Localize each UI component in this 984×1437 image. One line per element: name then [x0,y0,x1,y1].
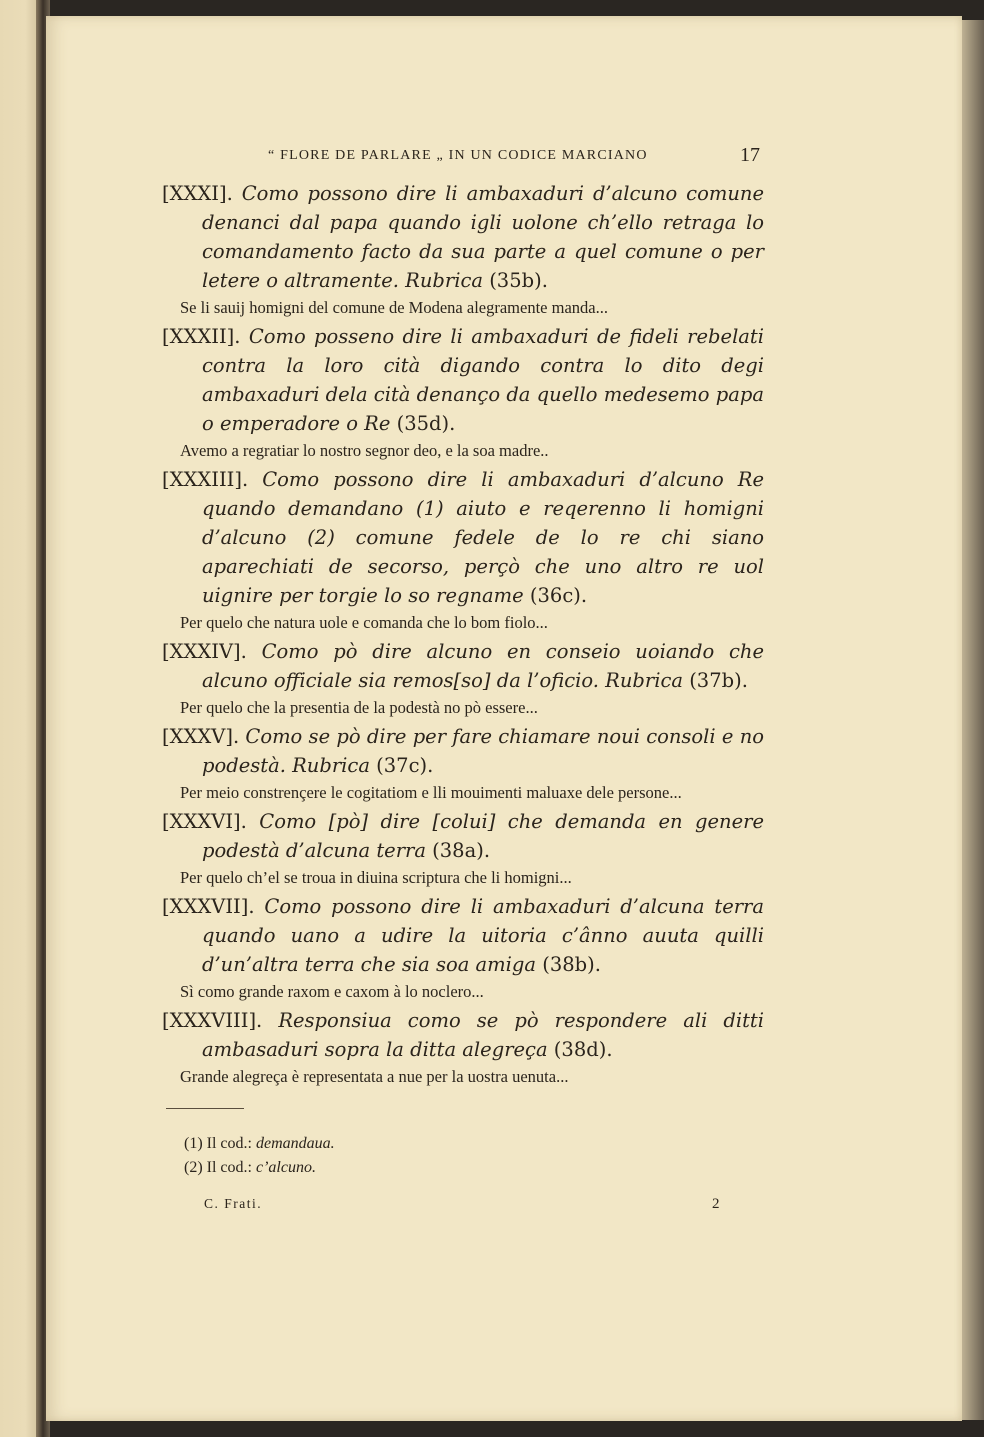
rubric-number: [XXXIV]. [162,640,262,663]
rubric-entry [162,179,764,295]
rubric-number: [XXXVI]. [162,810,260,833]
footnote-note: c’alcuno. [255,1159,316,1176]
rubric-entry [162,1006,764,1064]
incipit-line: Grande alegreça è representata a nue per la uostra uenuta... [180,1067,569,1086]
footnote-label: (1) Il cod.: [184,1135,256,1152]
right-page-edge [962,20,984,1420]
rubric-number: [XXXI]. [162,182,242,205]
rubric-text: Como [pò] dire [colui] che demanda en genere podestà d’alcuna terra [202,810,764,862]
rubric-entry [162,637,764,695]
rubric-number: [XXXIII]. [162,468,263,491]
rubric-ref: (37c). [369,754,434,777]
rubric-number: [XXXII]. [162,325,249,348]
signature-number: 2 [712,1196,720,1212]
main-text [162,179,764,1091]
rubric-ref: (38d). [547,1038,613,1061]
incipit-line: Per quelo ch’el se troua in diuina scriptura che li homigni... [180,868,572,887]
rubric-ref: (35d). [390,412,456,435]
incipit-line: Avemo a regratiar lo nostro segnor deo, e la soa madre.. [180,441,549,460]
incipit-line: Se li sauij homigni del comune de Modena alegramente manda... [180,298,608,317]
rubric-text: Como possono dire li ambaxaduri d’alcuno Re quando demandano (1) aiuto e reqerenno li homigni d’alcuno (2) comune fedele de lo re chi siano aparechiati de secorso, perçò che uno altro re uol uignire per torgie lo so regname [202,468,764,607]
rubric-ref: (37b). [683,669,748,692]
rubric-entry [162,892,764,979]
rubric-text: Como posseno dire li ambaxaduri de fideli rebelati contra la loro cità digando contra lo dito degi ambaxaduri dela cità denanço da quello medesemo papa o emperadore o Re [202,325,764,435]
incipit-line: Per meio constrençere le cogitatiom e lli mouimenti maluaxe dele persone... [180,783,682,802]
rubric-entry [162,322,764,438]
footnote-note: demandaua. [255,1135,335,1152]
incipit-line: Sì como grande raxom e caxom à lo noclero... [180,982,484,1001]
printer-signature: C. Frati. [204,1196,263,1211]
rubric-number: [XXXVII]. [162,895,265,918]
page-number: 17 [740,144,760,166]
rubric-text: Como se pò dire per fare chiamare noui consoli e no podestà. Rubrica [202,725,764,777]
rubric-number: [XXXVIII]. [162,1009,279,1032]
rubric-entry [162,722,764,780]
rubric-text: Como pò dire alcuno en conseio uoiando che alcuno officiale sia remos[so] da l’oficio. Rubrica [202,640,765,692]
footnote-divider [166,1108,244,1109]
rubric-text: Como possono dire li ambaxaduri d’alcuna terra quando uano a udire la uitoria c’ânno auuta quilli d’un’altra terra che sia soa amiga [202,895,765,976]
rubric-text: Responsiua como se pò respondere ali ditti ambasaduri sopra la ditta alegreça [202,1009,764,1061]
rubric-ref: (35b). [483,269,548,292]
rubric-ref: (36c). [523,584,588,607]
incipit-line: Per quelo che natura uole e comanda che lo bom fiolo... [180,613,548,632]
footnote [184,1132,584,1156]
rubric-entry [162,807,764,865]
running-header [268,146,764,170]
rubric-entry [162,465,764,610]
rubric-ref: (38a). [425,839,491,862]
running-title: “ FLORE DE PARLARE „ IN UN CODICE MARCIANO [268,148,648,163]
rubric-ref: (38b). [536,953,601,976]
incipit-line: Per quelo che la presentia de la podestà no pò essere... [180,698,538,717]
footnotes [184,1132,584,1180]
rubric-number: [XXXV]. [162,725,246,748]
footnote [184,1156,584,1180]
footnote-label: (2) Il cod.: [184,1159,256,1176]
rubric-text: Como possono dire li ambaxaduri d’alcuno comune denanci dal papa quando igli uolone ch’ello retraga lo comandamento facto da sua parte a quel comune o per letere o altramente. Rubrica [202,182,764,292]
